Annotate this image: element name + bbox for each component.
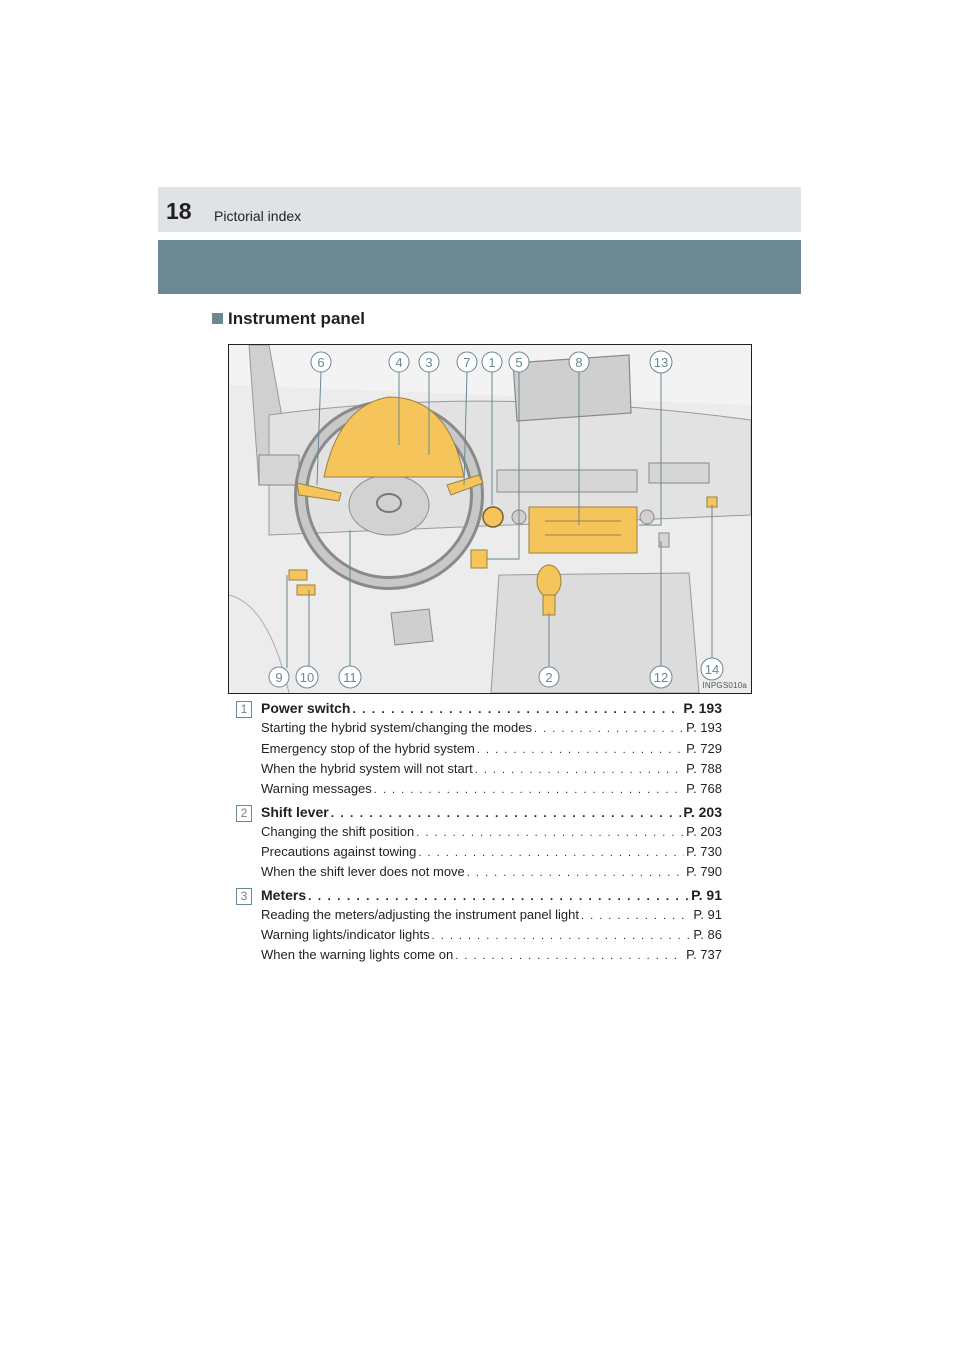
list-item[interactable]: Changing the shift position . . . P. 203 xyxy=(261,824,722,841)
svg-text:8: 8 xyxy=(575,355,583,370)
callout-6 xyxy=(311,352,331,372)
callout-12 xyxy=(650,666,672,688)
entry-page[interactable]: P. 91 xyxy=(691,887,722,903)
entry-title: Shift lever xyxy=(261,804,329,820)
callout-2 xyxy=(539,667,559,687)
instrument-panel-illustration xyxy=(228,344,752,694)
entry-title: Meters xyxy=(261,887,307,903)
section-heading xyxy=(212,308,365,330)
header-title: Pictorial index xyxy=(214,208,302,224)
list-item[interactable]: Warning messages . . . P. 768 xyxy=(261,781,722,798)
list-item[interactable]: Emergency stop of the hybrid system . . . P. 729 xyxy=(261,741,722,758)
svg-text:14: 14 xyxy=(704,662,720,677)
list-item[interactable]: Warning lights/indicator lights . . . P. 86 xyxy=(261,927,722,944)
section-band xyxy=(158,240,801,294)
callout-9 xyxy=(269,667,289,687)
callout-11 xyxy=(339,666,361,688)
callout-4 xyxy=(389,352,409,372)
entry-shift-lever[interactable] xyxy=(261,804,722,823)
callout-10 xyxy=(296,666,318,688)
callout-7 xyxy=(457,352,477,372)
list-item[interactable]: When the hybrid system will not start . . . P. 788 xyxy=(261,761,722,778)
callout-5 xyxy=(509,352,529,372)
figure-code: INPGS010a xyxy=(702,681,747,690)
svg-text:7: 7 xyxy=(463,355,471,370)
callout-13 xyxy=(650,351,672,373)
list-item[interactable]: When the warning lights come on . . . P. 737 xyxy=(261,947,722,964)
svg-text:11: 11 xyxy=(343,670,357,685)
entry-meters[interactable] xyxy=(261,887,722,906)
section-title: Instrument panel xyxy=(228,309,365,328)
svg-text:6: 6 xyxy=(317,355,325,370)
svg-text:13: 13 xyxy=(653,355,669,370)
square-bullet-icon xyxy=(212,313,223,324)
list-item[interactable]: Reading the meters/adjusting the instrument panel light . . . P. 91 xyxy=(261,907,722,924)
callout-8 xyxy=(569,352,589,372)
list-item[interactable]: When the shift lever does not move . . . P. 790 xyxy=(261,864,722,881)
svg-text:5: 5 xyxy=(515,355,523,370)
svg-text:4: 4 xyxy=(395,355,403,370)
entry-title: Power switch xyxy=(261,700,351,716)
svg-text:9: 9 xyxy=(275,670,283,685)
page-number: 18 xyxy=(166,198,192,224)
svg-text:1: 1 xyxy=(488,355,496,370)
entry-page[interactable]: P. 203 xyxy=(683,804,722,820)
callout-1 xyxy=(482,352,502,372)
entry-power-switch[interactable] xyxy=(261,700,722,719)
svg-text:12: 12 xyxy=(653,670,669,685)
callout-3 xyxy=(419,352,439,372)
svg-text:10: 10 xyxy=(299,670,315,685)
callout-14 xyxy=(701,658,723,680)
entry-number-badge: 2 xyxy=(236,805,252,822)
svg-text:2: 2 xyxy=(545,670,553,685)
entry-page[interactable]: P. 193 xyxy=(683,700,722,716)
instrument-panel-drawing xyxy=(229,345,751,693)
list-item[interactable]: Starting the hybrid system/changing the modes . . . P. 193 xyxy=(261,720,722,737)
list-item[interactable]: Precautions against towing . . . P. 730 xyxy=(261,844,722,861)
entry-number-badge: 3 xyxy=(236,888,252,905)
svg-text:3: 3 xyxy=(425,355,433,370)
entry-number-badge: 1 xyxy=(236,701,252,718)
